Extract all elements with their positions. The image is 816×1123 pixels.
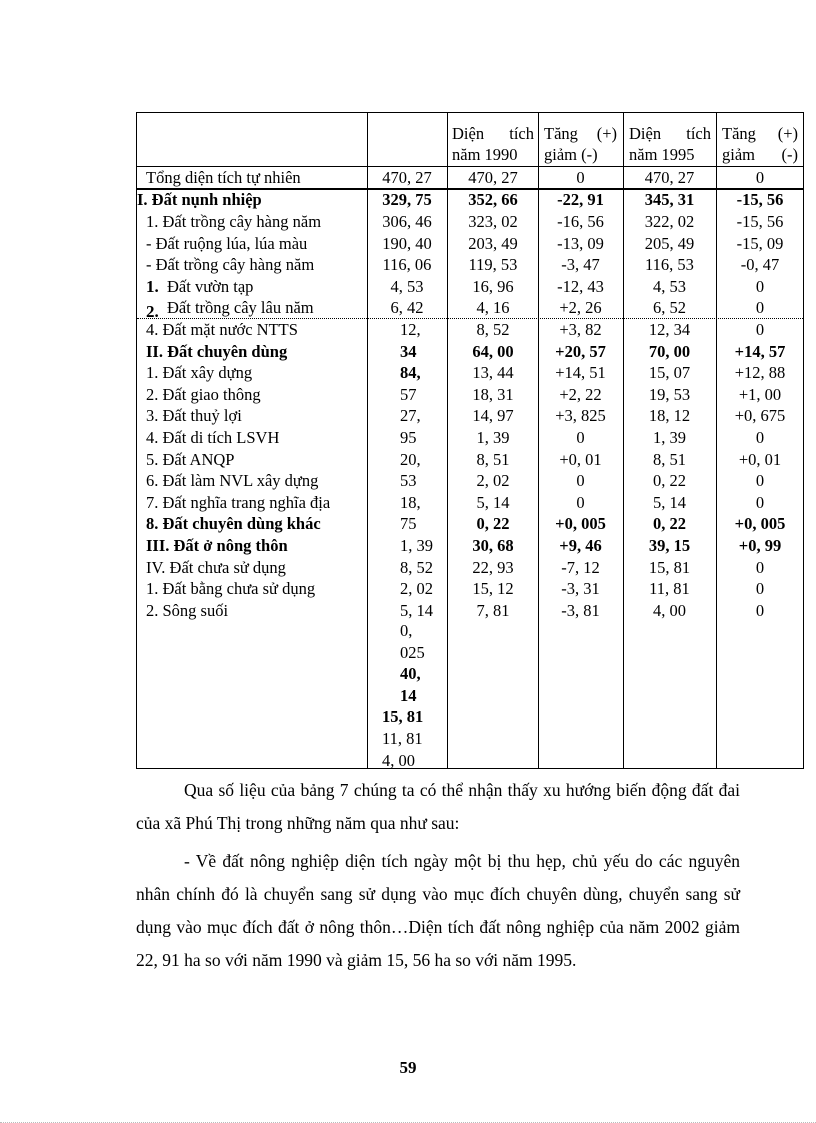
overflow-value: 025 [400,642,425,662]
row-label: 8. Đất chuyên dùng khác [146,514,321,534]
cell-c3: 0 [576,492,585,512]
cell-c3: +14, 51 [555,363,606,383]
row-label: 1. Đất bằng chưa sử dụng [146,579,316,599]
cell-c2: 323, 02 [468,212,518,231]
table-row [137,362,803,384]
cell-c3: +0, 01 [559,449,602,469]
cell-c2: 203, 49 [468,233,518,253]
table-row [137,557,803,579]
cell-c5: +14, 57 [734,341,786,361]
cell-c3: +2, 26 [559,298,602,318]
cell-c1: 470, 27 [382,168,432,187]
cell-c5: -0, 47 [740,255,780,275]
cell-c1: 4, 53 [390,276,424,296]
header-area-1995: Diện tích năm 1995 [629,124,711,164]
table-row [137,578,803,600]
cell-c4: 345, 31 [644,190,695,209]
cell-c5: 0 [755,298,765,318]
cell-c3: -13, 09 [557,233,604,253]
cell-c3: -3, 47 [561,255,600,275]
table-row [137,600,803,622]
cell-c2: 352, 66 [468,190,518,209]
paragraph-1: Qua số liệu của bảng 7 chúng ta có thể nhận thấy xu hướng biến động đất đai của xã Phú Thị trong những năm qua như sau: [136,780,740,833]
cell-c1: 306, 46 [382,212,432,231]
cell-c1: 6, 42 [390,298,424,318]
cell-c1: 53 [400,471,417,491]
table-row [137,233,803,255]
cell-c3: +2, 22 [559,384,602,404]
cell-c4: 4, 53 [653,276,686,296]
cell-c5: -15, 56 [736,212,784,231]
table-row [137,405,803,427]
cell-c1: 57 [400,384,417,404]
table-row [137,492,803,514]
cell-c3: +9, 46 [559,536,602,555]
cell-c4: 470, 27 [644,168,695,187]
overflow-value: 4, 00 [382,750,415,770]
col1-overflow-values [368,620,446,771]
cell-c1: 5, 14 [400,600,433,620]
cell-c5: +1, 00 [738,384,782,404]
cell-c2: 7, 81 [476,600,510,620]
cell-c2: 2, 02 [476,471,510,491]
row-label: 4. Đất mặt nước NTTS [146,320,298,339]
table-row [137,341,803,363]
cell-c2: 119, 53 [468,255,518,275]
overflow-value: 40, [400,664,421,684]
cell-c2: 8, 52 [476,320,510,339]
cell-c5: 0 [755,320,765,339]
cell-c3: -22, 91 [557,190,604,209]
table-row [137,513,803,535]
cell-c2: 5, 14 [476,492,510,512]
cell-c2: 14, 97 [472,406,514,426]
row-label [146,276,253,298]
table-row [137,427,803,449]
cell-c5: 0 [755,579,765,599]
cell-c1: 2, 02 [400,579,433,599]
cell-c4: 116, 53 [645,255,694,275]
cell-c4: 4, 00 [653,600,686,620]
cell-c3: +0, 005 [555,514,606,534]
cell-c1: 34 [400,341,417,361]
cell-c2: 15, 12 [472,579,514,599]
cell-c3: -16, 56 [557,212,604,231]
row-number: 1. [146,276,159,296]
cell-c5: -15, 09 [736,233,784,253]
row-label: 1. Đất trồng cây hàng năm [146,212,322,231]
cell-c4: 11, 81 [649,579,690,599]
cell-c4: 6, 52 [653,298,686,318]
cell-c3: 0 [576,428,585,447]
cell-c1: 84, [400,363,421,383]
cell-c1: 8, 52 [400,557,433,577]
cell-c3: 0 [576,168,585,187]
table-row [137,254,803,276]
row-label: - Đất ruộng lúa, lúa màu [146,233,308,253]
row-label: 2. Sông suối [146,600,229,620]
cell-c4: 5, 14 [653,492,686,512]
cell-c4: 0, 22 [653,514,686,534]
cell-c3: -3, 81 [561,600,600,620]
cell-c1: 190, 40 [382,233,432,253]
row-label: 5. Đất ANQP [146,449,235,469]
cell-c3: -7, 12 [561,557,600,577]
cell-c3: +20, 57 [555,341,606,361]
cell-c1: 75 [400,514,417,534]
row-label: II. Đất chuyên dùng [146,341,288,361]
table-row [137,535,803,557]
cell-c1: 329, 75 [382,190,432,209]
cell-c4: 322, 02 [644,212,695,231]
cell-c5: 0 [755,557,765,577]
row-label: 1. Đất xây dựng [146,363,253,383]
cell-c4: 15, 07 [648,363,691,383]
cell-c5: 0 [755,168,765,187]
cell-c4: 8, 51 [653,449,686,469]
cell-c3: +3, 825 [555,406,606,426]
cell-c5: 0 [755,600,765,620]
row-number: 2. [146,302,159,322]
cell-c2: 22, 93 [472,557,514,577]
cell-c5: -15, 56 [736,190,784,209]
header-change-1: Tăng (+) giảm (-) [544,124,617,164]
row-label-text: Đất trồng cây lâu năm [167,298,314,318]
cell-c4: 39, 15 [648,536,691,555]
row-label: - Đất trồng cây hàng năm [146,255,315,275]
cell-c2: 64, 00 [472,341,514,361]
overflow-value: 0, [400,621,413,640]
cell-c4: 1, 39 [653,428,686,447]
row-label: III. Đất ở nông thôn [146,536,288,555]
cell-c2: 30, 68 [472,536,514,555]
table-row [137,297,803,322]
cell-c4: 0, 22 [653,471,686,491]
cell-c1: 95 [400,428,417,447]
cell-c3: -12, 43 [557,276,604,296]
paragraph-2: - Về đất nông nghiệp diện tích ngày một bị thu hẹp, chủ yếu do các nguyên nhân chính đó là chuyển sang sử dụng vào mục đích chuyên dùng, chuyển sang sử dụng vào mục đích đất ở nông thôn…Diện tích đất nông nghiệp của năm 2002 giảm 22, 91 ha so với năm 1990 và giảm 15, 56 ha so với năm 1995. [136,851,740,970]
row-label: 3. Đất thuỷ lợi [146,406,242,426]
cell-c2: 18, 31 [472,384,514,404]
row-label: 2. Đất giao thông [146,384,261,404]
cell-c2: 470, 27 [468,168,518,187]
cell-c5: 0 [755,428,765,447]
row-label: IV. Đất chưa sử dụng [146,557,286,577]
cell-c1: 1, 39 [400,536,433,555]
row-label: 7. Đất nghĩa trang nghĩa địa [146,492,331,512]
land-change-table [136,112,804,769]
cell-c4: 12, 34 [648,320,691,339]
overflow-value: 15, 81 [382,707,424,727]
cell-c5: +0, 005 [734,514,786,534]
table-row [137,211,803,233]
header-area-1990: Diện tích năm 1990 [452,124,534,164]
cell-c1: 27, [400,406,421,426]
table-row [137,167,803,189]
overflow-value: 14 [400,685,417,705]
cell-c5: 0 [755,276,765,296]
cell-c2: 4, 16 [476,298,510,318]
cell-c5: +12, 88 [734,363,786,383]
cell-c1: 20, [400,449,421,469]
row-label: 6. Đất làm NVL xây dựng [146,471,319,491]
table-row [137,319,803,341]
cell-c1: 12, [400,320,421,339]
cell-c3: 0 [576,471,585,491]
cell-c1: 18, [400,492,421,512]
row-label: Tổng diện tích tự nhiên [146,168,301,187]
cell-c4: 19, 53 [648,384,691,404]
cell-c4: 205, 49 [644,233,695,253]
row-label-text: Đất vườn tạp [167,276,254,296]
cell-c3: -3, 31 [561,579,600,599]
table-row [137,449,803,471]
cell-c5: +0, 675 [734,406,786,426]
page-number: 59 [399,1058,417,1077]
cell-c2: 1, 39 [476,428,510,447]
table-row [137,384,803,406]
row-label: 4. Đất di tích LSVH [146,428,280,447]
row-label: I. Đất nụnh nhiệp [137,190,262,209]
header-change-2: Tăng (+) giảm (-) [722,124,798,164]
cell-c5: 0 [755,471,765,491]
cell-c5: +0, 99 [738,536,782,555]
cell-c5: +0, 01 [738,449,782,469]
table-row [137,470,803,492]
cell-c5: 0 [755,492,765,512]
overflow-value: 11, 81 [382,728,423,748]
cell-c3: +3, 82 [559,320,602,339]
cell-c2: 0, 22 [476,514,510,534]
cell-c2: 16, 96 [472,276,514,296]
cell-c4: 18, 12 [648,406,691,426]
table-row [137,276,803,298]
table-row [137,189,803,211]
cell-c2: 8, 51 [476,449,510,469]
cell-c1: 116, 06 [382,255,432,275]
cell-c4: 15, 81 [648,557,691,577]
cell-c4: 70, 00 [648,341,691,361]
cell-c2: 13, 44 [472,363,514,383]
